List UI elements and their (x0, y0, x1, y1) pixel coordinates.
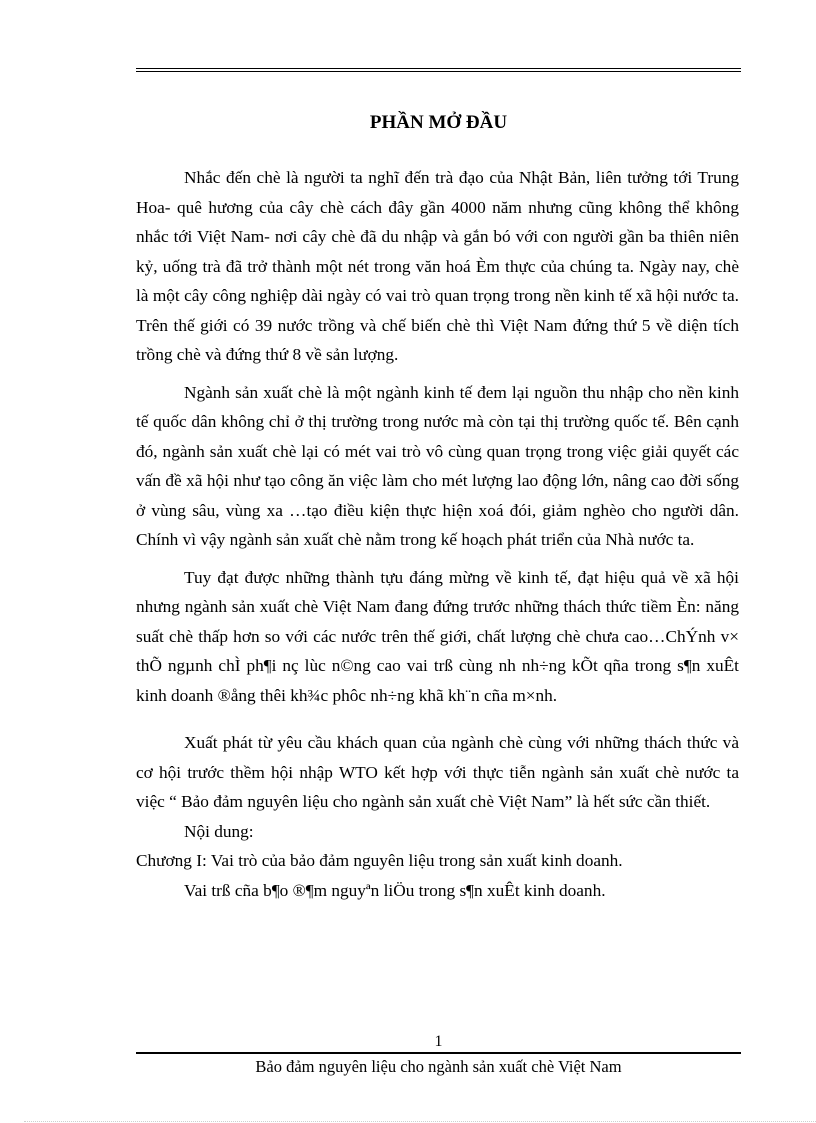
chapter-one-heading: Chương I: Vai trò của bảo đảm nguyên liệu trong sản xuất kinh doanh. (136, 851, 623, 870)
page-title: PHẦN MỞ ĐẦU (369, 112, 508, 133)
content-heading: Nội dung: (184, 821, 254, 841)
footer-rule (136, 1052, 741, 1054)
footer-text: Bảo đảm nguyên liệu cho ngành sản xuất chè Việt Nam (255, 1057, 622, 1076)
paragraph-rationale: Xuất phát từ yêu cầu khách quan của ngành chè cùng với những thách thức và cơ hội trước thềm hội nhập WTO kết hợp với thực tiễn ngành sản xuất chè nước ta việc “ Bảo đảm nguyên liệu cho ngành sản xuất chè Việt Nam” là hết sức cần thiết. (136, 733, 739, 811)
paragraph-challenges: Tuy đạt được những thành tựu đáng mừng về kinh tế, đạt hiệu quả về xã hội nhưng ngành sản xuất chè Việt Nam đang đứng trước những thách thức tiềm Èn: năng suất chè thấp hơn so với các nước trên thế giới, chất lượng chè chưa cao…ChÝnh v× thÕ ngµnh chÌ ph¶i nç lùc n©ng cao vai trß cùng nh nh÷ng kÕt qña trong s¶n xuÊt kinh doanh ®ång thêi kh¾c phôc nh÷ng khã kh¨n cña m×nh. (136, 567, 739, 705)
header-double-rule (136, 68, 741, 72)
paragraph-intro: Nhắc đến chè là người ta nghĩ đến trà đạo của Nhật Bản, liên tưởng tới Trung Hoa- quê hương của cây chè cách đây gần 4000 năm nhưng cũng không thể không nhắc tới Việt Nam- nơi cây chè đã du nhập và gắn bó với con người gần ba thiên niên kỷ, uống trà đã trở thành một nét trong văn hoá Èm thực của chúng ta. Ngày nay, chè là một cây công nghiệp dài ngày có vai trò quan trọng trong nền kinh tế xã hội nước ta. Trên thế giới có 39 nước trồng và chế biến chè thì Việt Nam đứng thứ 5 về diện tích trồng chè và đứng thứ 8 về sản lượng. (136, 168, 739, 364)
paragraph-economy: Ngành sản xuất chè là một ngành kinh tế đem lại nguồn thu nhập cho nền kinh tế quốc dân không chỉ ở thị trường trong nước mà còn tại thị trường quốc tế. Bên cạnh đó, ngành sản xuất chè lại có mét vai trò vô cùng quan trọng trong việc giải quyết các vấn đề xã hội như tạo công ăn việc làm cho mét lượng lao động lớn, nâng cao đời sống ở vùng sâu, vùng xa …tạo điều kiện thực hiện xoá đói, giảm nghèo cho người dân. Chính vì vậy ngành sản xuất chè nằm trong kế hoạch phát triển của Nhà nước ta. (136, 382, 739, 549)
document-body (136, 163, 739, 905)
page-number: 1 (434, 1033, 443, 1050)
page-edge-divider (24, 1121, 816, 1122)
section-heading: Vai trß cña b¶o ®¶m nguyªn liÖu trong s¶n xuÊt kinh doanh. (184, 880, 606, 900)
